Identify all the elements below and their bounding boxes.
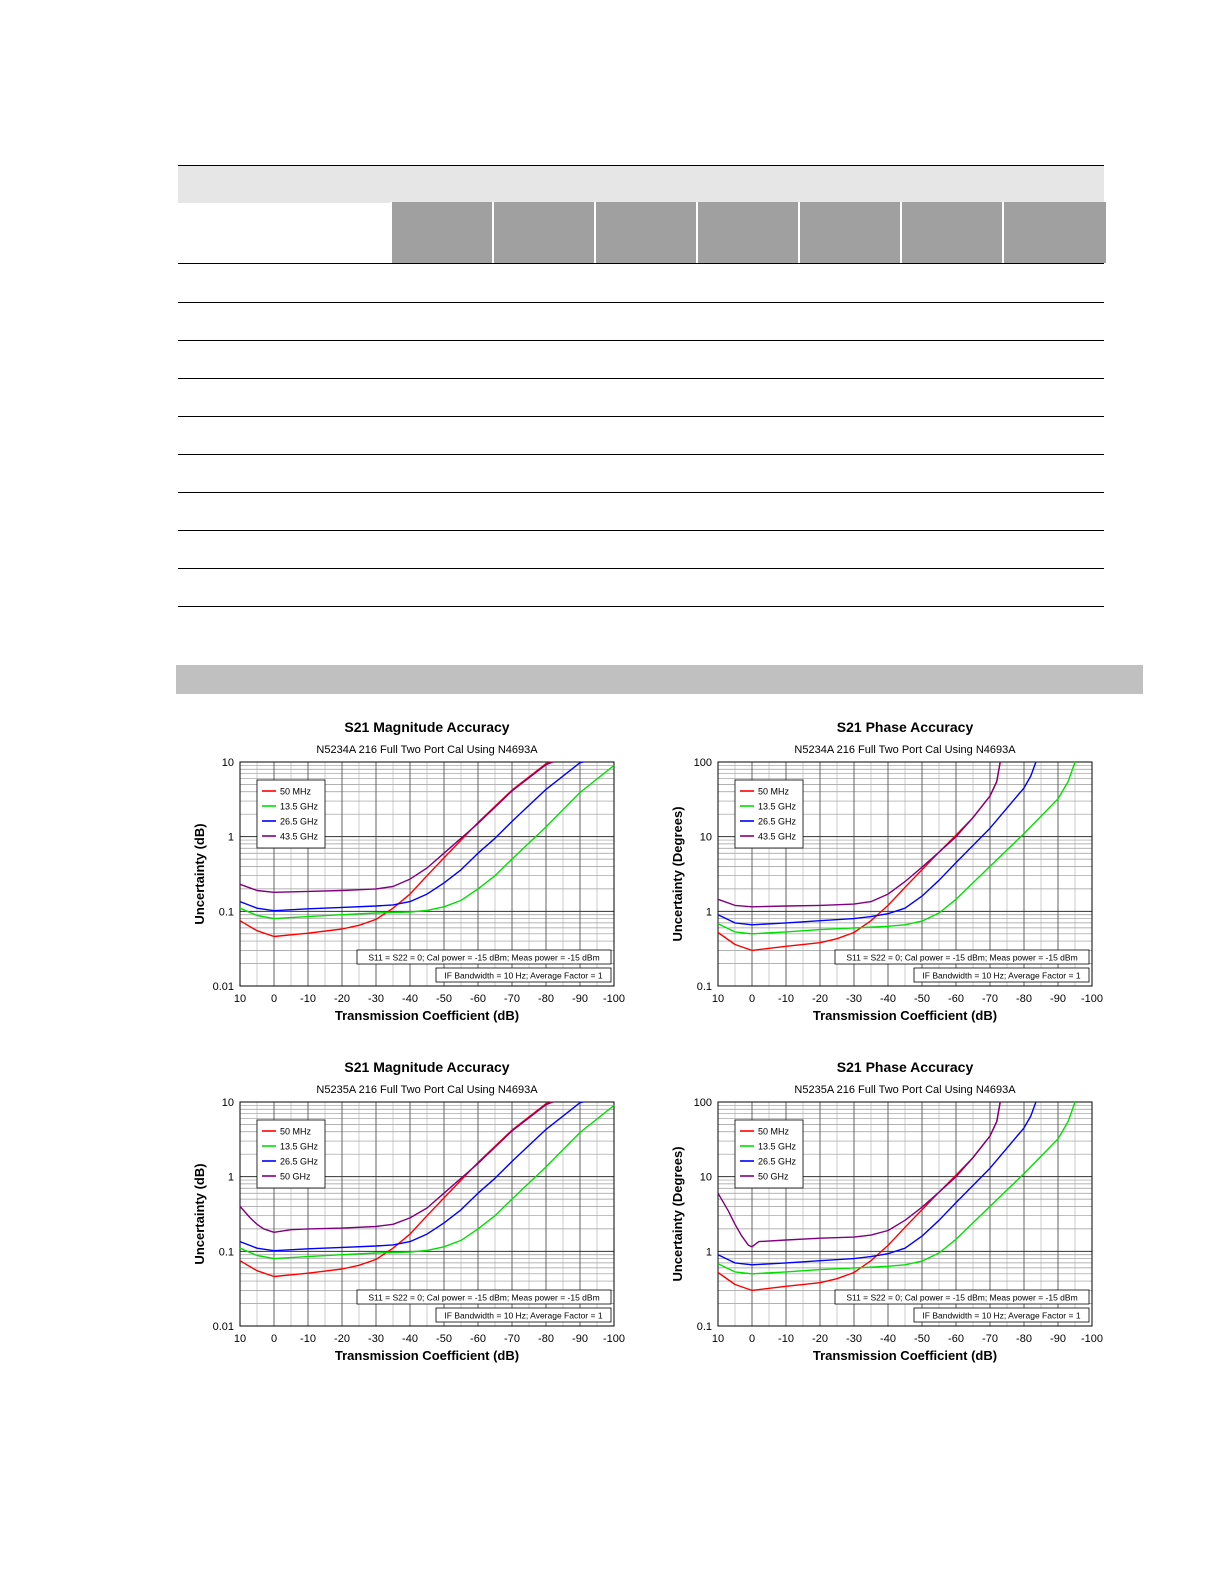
legend	[735, 780, 803, 848]
x-tick-label: -100	[602, 1333, 626, 1345]
column-header-2	[492, 202, 594, 263]
x-tick-label: -10	[300, 993, 316, 1005]
chart-magnitude-n5234a-svg	[182, 712, 632, 1030]
x-tick-label: -100	[602, 993, 626, 1005]
chart-title: S21 Magnitude Accuracy	[344, 719, 510, 735]
x-axis-label: Transmission Coefficient (dB)	[334, 1348, 520, 1363]
annotation-text: IF Bandwidth = 10 Hz; Average Factor = 1	[922, 970, 1081, 981]
x-tick-label: 10	[233, 1333, 247, 1345]
x-tick-label: -80	[538, 993, 554, 1005]
table-row-divider	[178, 454, 1104, 455]
annotation-text: IF Bandwidth = 10 Hz; Average Factor = 1	[444, 970, 603, 981]
x-tick-label: -90	[572, 993, 588, 1005]
x-tick-label: -90	[1050, 993, 1066, 1005]
x-tick-label: -70	[504, 1333, 520, 1345]
annotation-text: S11 = S22 = 0; Cal power = -15 dBm; Meas power = -15 dBm	[368, 1292, 600, 1303]
x-tick-label: -40	[880, 993, 896, 1005]
y-tick-label: 0.1	[218, 906, 234, 919]
x-tick-label: -10	[778, 1333, 794, 1345]
x-tick-label: -10	[778, 993, 794, 1005]
y-tick-label: 0.1	[696, 981, 712, 993]
chart-phase-n5234a	[660, 712, 1110, 1030]
y-tick-label: 10	[221, 757, 234, 769]
y-axis-label: Uncertainty (Degrees)	[670, 1146, 685, 1282]
chart-phase-n5234a-svg	[660, 712, 1110, 1030]
x-tick-label: -60	[948, 993, 964, 1005]
table-row-divider	[178, 568, 1104, 569]
table-row-divider	[178, 263, 1104, 264]
x-axis-label: Transmission Coefficient (dB)	[812, 1348, 998, 1363]
x-tick-label: -20	[812, 1333, 828, 1345]
legend	[257, 1120, 325, 1188]
y-tick-label: 1	[227, 831, 234, 844]
chart-magnitude-n5235a-svg	[182, 1052, 632, 1370]
x-tick-label: -40	[880, 1333, 896, 1345]
x-tick-label: -90	[1050, 1333, 1066, 1345]
x-tick-label: -70	[982, 993, 998, 1005]
legend-entry: 13.5 GHz	[280, 1141, 319, 1152]
x-tick-label: -100	[1080, 993, 1104, 1005]
y-axis-label: Uncertainty (dB)	[192, 823, 207, 925]
x-tick-label: -20	[334, 1333, 350, 1345]
x-tick-label: -100	[1080, 1333, 1104, 1345]
column-header-3	[594, 202, 696, 263]
table-row-divider	[178, 416, 1104, 417]
x-axis-label: Transmission Coefficient (dB)	[334, 1008, 520, 1023]
column-header-7	[1002, 202, 1106, 263]
column-header-1	[390, 202, 492, 263]
table-row-divider	[178, 606, 1104, 607]
legend-entry: 13.5 GHz	[758, 1141, 797, 1152]
annotation-text: S11 = S22 = 0; Cal power = -15 dBm; Meas power = -15 dBm	[846, 1292, 1078, 1303]
x-tick-label: -50	[436, 1333, 452, 1345]
chart-subtitle: N5234A 216 Full Two Port Cal Using N4693A	[316, 744, 538, 756]
chart-title: S21 Magnitude Accuracy	[344, 1059, 510, 1075]
x-tick-label: -40	[402, 993, 418, 1005]
chart-title: S21 Phase Accuracy	[836, 1059, 974, 1075]
x-tick-label: 0	[270, 1333, 278, 1345]
chart-subtitle: N5235A 216 Full Two Port Cal Using N4693A	[316, 1084, 538, 1096]
x-tick-label: -30	[846, 1333, 862, 1345]
table-row-divider	[178, 378, 1104, 379]
legend-entry: 50 MHz	[758, 1126, 790, 1137]
y-tick-label: 0.01	[212, 1321, 234, 1333]
x-tick-label: -80	[538, 1333, 554, 1345]
chart-magnitude-n5235a	[182, 1052, 632, 1370]
column-header-5	[798, 202, 900, 263]
x-tick-label: 10	[711, 993, 725, 1005]
legend-entry: 50 GHz	[758, 1171, 789, 1182]
legend-entry: 50 MHz	[280, 786, 312, 797]
legend-entry: 26.5 GHz	[758, 1156, 797, 1167]
annotation-text: S11 = S22 = 0; Cal power = -15 dBm; Meas power = -15 dBm	[368, 952, 600, 963]
legend-entry: 13.5 GHz	[280, 801, 319, 812]
table-row-divider	[178, 302, 1104, 303]
annotation-text: IF Bandwidth = 10 Hz; Average Factor = 1	[444, 1310, 603, 1321]
chart-phase-n5235a-svg	[660, 1052, 1110, 1370]
column-header-6	[900, 202, 1002, 263]
y-tick-label: 1	[705, 1246, 712, 1259]
y-tick-label: 100	[693, 1097, 712, 1109]
y-tick-label: 100	[693, 757, 712, 769]
x-tick-label: 0	[748, 1333, 756, 1345]
x-tick-label: -60	[470, 1333, 486, 1345]
chart-subtitle: N5235A 216 Full Two Port Cal Using N4693A	[794, 1084, 1016, 1096]
legend-entry: 26.5 GHz	[280, 1156, 319, 1167]
x-tick-label: -60	[948, 1333, 964, 1345]
legend	[735, 1120, 803, 1188]
annotation-text: IF Bandwidth = 10 Hz; Average Factor = 1	[922, 1310, 1081, 1321]
y-tick-label: 1	[227, 1171, 234, 1184]
x-tick-label: -30	[368, 993, 384, 1005]
chart-title: S21 Phase Accuracy	[836, 719, 974, 735]
y-tick-label: 0.01	[212, 981, 234, 993]
x-tick-label: -20	[334, 993, 350, 1005]
x-tick-label: -70	[504, 993, 520, 1005]
chart-phase-n5235a	[660, 1052, 1110, 1370]
legend-entry: 43.5 GHz	[280, 831, 319, 842]
table-row-divider	[178, 340, 1104, 341]
x-tick-label: -60	[470, 993, 486, 1005]
x-axis-label: Transmission Coefficient (dB)	[812, 1008, 998, 1023]
y-tick-label: 1	[705, 906, 712, 919]
y-tick-label: 10	[221, 1097, 234, 1109]
x-tick-label: -50	[914, 993, 930, 1005]
x-tick-label: -80	[1016, 1333, 1032, 1345]
y-tick-label: 0.1	[218, 1246, 234, 1259]
x-tick-label: -30	[368, 1333, 384, 1345]
x-tick-label: -40	[402, 1333, 418, 1345]
y-tick-label: 10	[699, 831, 712, 844]
table-row-divider	[178, 530, 1104, 531]
table-row-divider	[178, 492, 1104, 493]
y-axis-label: Uncertainty (Degrees)	[670, 806, 685, 942]
annotation-text: S11 = S22 = 0; Cal power = -15 dBm; Meas power = -15 dBm	[846, 952, 1078, 963]
y-axis-label: Uncertainty (dB)	[192, 1163, 207, 1265]
legend-entry: 50 MHz	[280, 1126, 312, 1137]
legend	[257, 780, 325, 848]
x-tick-label: -90	[572, 1333, 588, 1345]
y-tick-label: 0.1	[696, 1321, 712, 1333]
x-tick-label: -10	[300, 1333, 316, 1345]
x-tick-label: -80	[1016, 993, 1032, 1005]
y-tick-label: 10	[699, 1171, 712, 1184]
x-tick-label: -50	[914, 1333, 930, 1345]
table-column-headers	[178, 202, 1104, 263]
legend-entry: 26.5 GHz	[280, 816, 319, 827]
section-band	[176, 665, 1143, 694]
column-header-4	[696, 202, 798, 263]
chart-subtitle: N5234A 216 Full Two Port Cal Using N4693A	[794, 744, 1016, 756]
x-tick-label: 0	[270, 993, 278, 1005]
x-tick-label: -70	[982, 1333, 998, 1345]
table-header-band	[178, 165, 1104, 203]
legend-entry: 50 GHz	[280, 1171, 311, 1182]
x-tick-label: -20	[812, 993, 828, 1005]
x-tick-label: -50	[436, 993, 452, 1005]
legend-entry: 43.5 GHz	[758, 831, 797, 842]
x-tick-label: 10	[233, 993, 247, 1005]
chart-magnitude-n5234a	[182, 712, 632, 1030]
x-tick-label: -30	[846, 993, 862, 1005]
legend-entry: 13.5 GHz	[758, 801, 797, 812]
x-tick-label: 0	[748, 993, 756, 1005]
legend-entry: 26.5 GHz	[758, 816, 797, 827]
x-tick-label: 10	[711, 1333, 725, 1345]
legend-entry: 50 MHz	[758, 786, 790, 797]
